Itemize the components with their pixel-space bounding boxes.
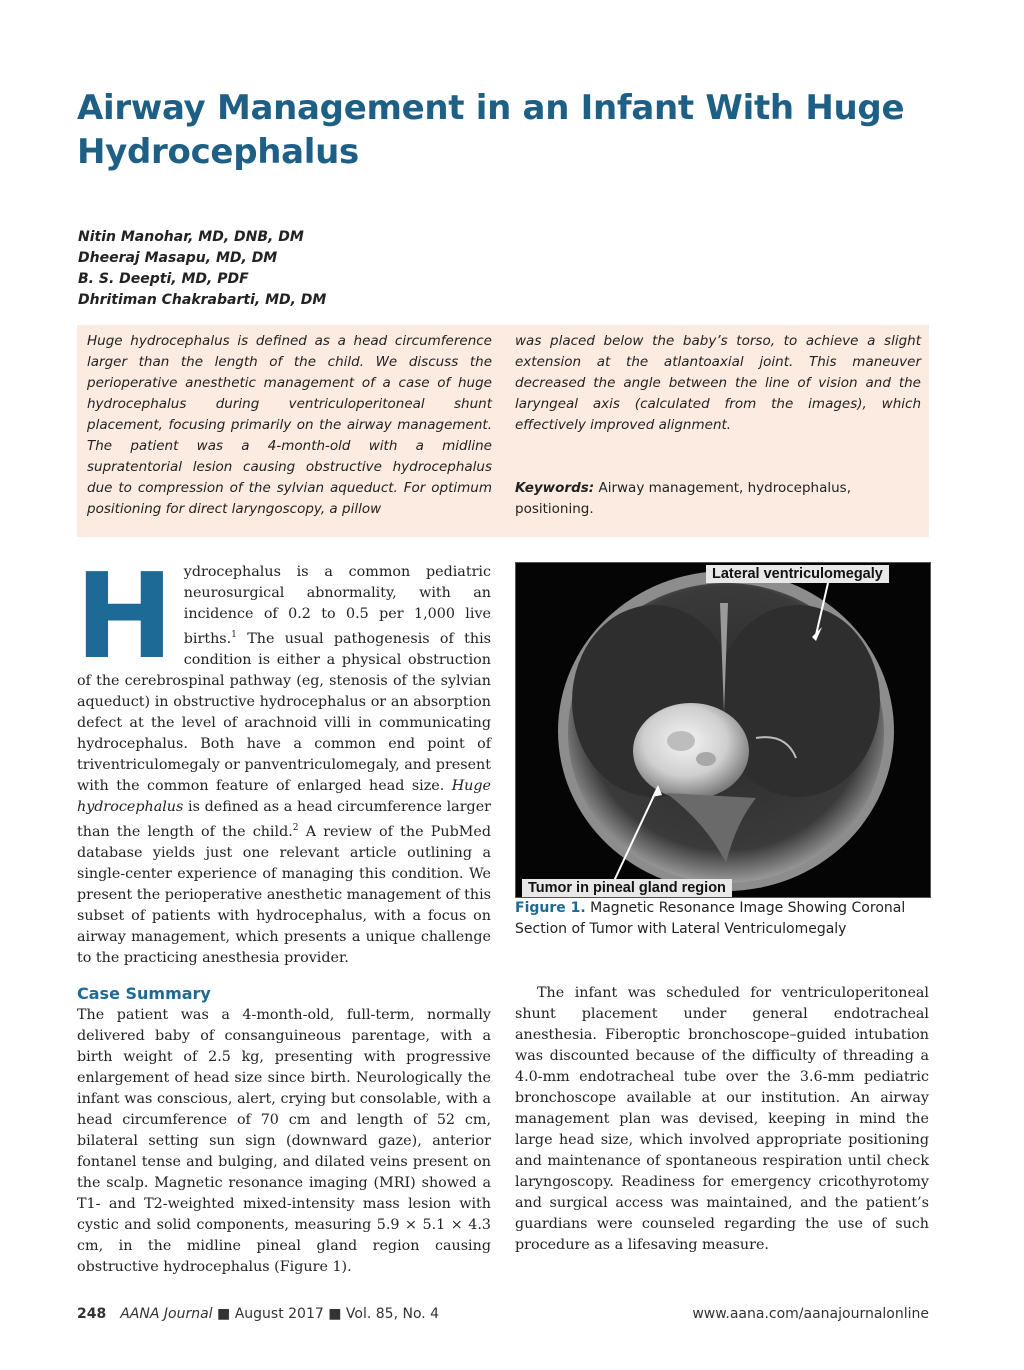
body-right-column — [515, 983, 929, 1256]
reference-mark: 1 — [231, 630, 237, 640]
drop-cap: H — [75, 547, 174, 685]
abstract-left-text: Huge hydrocephalus is defined as a head circumference larger than the length of the child. We discuss the perioperative anesthetic management of a case of huge hydrocephalus during ventriculoperitoneal shunt placement, focusing primarily on the airway management. The patient was a 4-month-old with a midline supratentorial lesion causing obstructive hydrocephalus due to compression of the sylvian aqueduct. For optimum positioning for direct laryngoscopy, a pillow — [87, 333, 492, 517]
section-heading-case-summary: Case Summary — [77, 983, 211, 1003]
journal-url[interactable]: www.aana.com/aanajournalonline — [692, 1306, 929, 1322]
abstract-right-text: was placed below the baby’s torso, to achieve a slight extension at the atlantoaxial joint. This maneuver decreased the angle between the line of vision and the laryngeal axis (calculated from the images), which effectively improved alignment. — [515, 333, 921, 433]
reference-mark: 2 — [292, 822, 299, 833]
figure-label-ventriculomegaly: Lateral ventriculomegaly — [706, 565, 889, 583]
keywords-label: Keywords: — [515, 480, 595, 496]
footer-separator: ■ — [212, 1306, 235, 1322]
page-number: 248 — [77, 1306, 107, 1322]
defined-term: Huge hydrocephalus — [77, 777, 491, 815]
footer-separator: ■ — [323, 1306, 346, 1322]
abstract-box — [77, 325, 929, 537]
author-name: Dhritiman Chakrabarti, MD, DM — [78, 292, 327, 308]
figure-caption-label: Figure 1. — [515, 900, 586, 916]
article-title: Airway Management in an Infant With Huge Hydrocephalus — [77, 88, 905, 172]
case-summary-paragraph: The patient was a 4-month-old, full-term, normally delivered baby of consanguineous parentage, with a birth weight of 2.5 kg, presenting with progressive enlargement of head size since birth. Neurologically the infant was conscious, alert, crying but consolable, with a head circumference of 70 cm and length of 52 cm, bilateral setting sun sign (downward gaze), anterior fontanel tense and bulging, and dilated veins present on the scalp. Magnetic resonance imaging (MRI) showed a T1- and T2-weighted mixed-intensity mass lesion with cystic and solid components, measuring 5.9 × 5.1 × 4.3 cm, in the midline pineal gland region causing obstructive hydrocephalus (Figure 1). — [77, 1006, 491, 1275]
journal-name: AANA Journal — [120, 1306, 213, 1322]
author-list — [78, 227, 478, 311]
mri-brain-image — [516, 563, 930, 897]
figure-caption-text: Magnetic Resonance Image Showing Coronal Section of Tumor with Lateral Ventriculomegaly — [515, 900, 906, 937]
volume-issue: Vol. 85, No. 4 — [345, 1306, 440, 1322]
author-name: B. S. Deepti, MD, PDF — [78, 271, 249, 287]
keywords-text: Airway management, hydrocephalus, positioning. — [515, 480, 852, 517]
author-name: Dheeraj Masapu, MD, DM — [78, 250, 278, 266]
mri-figure — [515, 562, 931, 898]
figure-label-tumor: Tumor in pineal gland region — [522, 879, 732, 897]
figure-caption — [515, 898, 929, 940]
procedure-paragraph: The infant was scheduled for ventriculoperitoneal shunt placement under general endotracheal anesthesia. Fiberoptic bronchoscope–guided intubation was discounted because of the difficulty of threading a 4.0-mm endotracheal tube over the 3.6-mm pediatric bronchoscope available at our institution. An airway management plan was devised, keeping in mind the large head size, which involved appropriate positioning and maintenance of spontaneous respiration until check laryngoscopy. Readiness for emergency cricothyrotomy and surgical access was maintained, and the patient’s guardians were counseled regarding the use of such procedure as a lifesaving measure. — [515, 985, 929, 1253]
issue-date: August 2017 — [234, 1306, 324, 1322]
body-left-column — [75, 547, 491, 1278]
intro-paragraph: ydrocephalus is a common pediatric neurosurgical abnormality, with an incidence of 0.2 to 0.5 per 1,000 live births.$^1$ The usual pathogenesis of this condition is either a physical obstruction of the cerebrospinal pathway (eg, stenosis of the sylvian aqueduct) in obstructive hydrocephalus or an absorption defect at the level of arachnoid villi in communicating hydrocephalus. Both have a common end point of triventriculomegaly or panventriculomegaly, and present with the common feature of enlarged head size. Huge hydrocephalus is defined as a head circumference larger than the length of the child.$^2$ A review of the PubMed database yields just one relevant article outlining a single-center experience of managing this condition. We present the perioperative anesthetic management of this subset of patients with hydrocephalus, with a focus on airway management, which presents a unique challenge to the practicing anesthesia provider. — [77, 564, 491, 966]
page-footer — [77, 1306, 929, 1322]
keywords — [515, 478, 921, 520]
author-name: Nitin Manohar, MD, DNB, DM — [78, 229, 304, 245]
